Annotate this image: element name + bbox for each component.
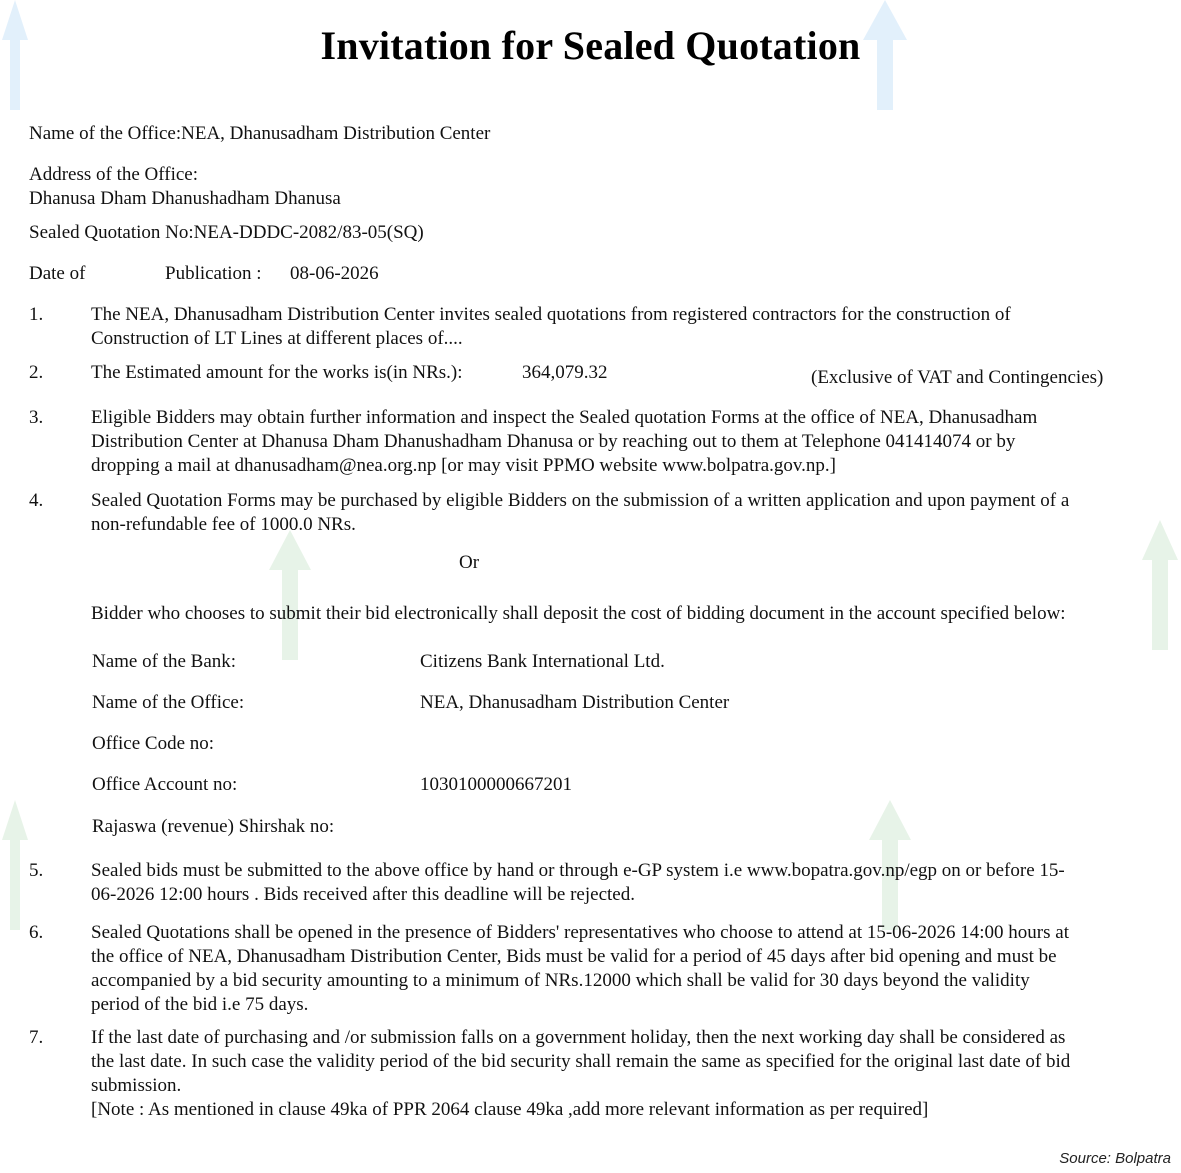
revenue-head-label: Rajaswa (revenue) Shirshak no: xyxy=(92,816,335,837)
clause-line: Eligible Bidders may obtain further information and inspect the Sealed quotation Forms at the office of NEA, Dhanusadham xyxy=(91,407,1038,428)
clause-number: 4. xyxy=(29,490,44,511)
address-value: Dhanusa Dham Dhanushadham Dhanusa xyxy=(29,188,341,209)
address-label: Address of the Office: xyxy=(29,164,199,185)
clause-line: Sealed bids must be submitted to the above office by hand or through e-GP system i.e www.bopatra.gov.np/egp on or before 15- xyxy=(91,860,1065,881)
clause-line: non-refundable fee of 1000.0 NRs. xyxy=(91,514,356,535)
clause-line: Sealed Quotation Forms may be purchased by eligible Bidders on the submission of a written application and upon payment of a xyxy=(91,490,1070,511)
watermark-arrow-icon xyxy=(1140,520,1180,650)
bank-name-label: Name of the Bank: xyxy=(92,651,237,672)
clause-number: 1. xyxy=(29,304,44,325)
clause-number: 2. xyxy=(29,362,44,383)
clause-5-text xyxy=(91,859,1065,907)
or-text: Or xyxy=(459,552,480,573)
office-account-value: 1030100000667201 xyxy=(420,774,572,795)
clause-line: dropping a mail at dhanusadham@nea.org.np [or may visit PPMO website www.bolpatra.gov.np.] xyxy=(91,455,836,476)
publication-date: 08-06-2026 xyxy=(290,263,379,284)
quotation-number-line: Sealed Quotation No:NEA-DDDC-2082/83-05(SQ) xyxy=(29,222,424,243)
clause-line: If the last date of purchasing and /or submission falls on a government holiday, then the next working day shall be considered as xyxy=(91,1027,1066,1048)
clause-line: Distribution Center at Dhanusa Dham Dhanushadham Dhanusa or by reaching out to them at Telephone 041414074 or by xyxy=(91,431,1016,452)
clause-number: 6. xyxy=(29,922,44,943)
clause-6-text xyxy=(91,921,1069,1017)
date-label-part-1: Date of xyxy=(29,263,86,284)
clause-line: period of the bid i.e 75 days. xyxy=(91,994,309,1015)
estimated-amount-label: The Estimated amount for the works is(in NRs.): xyxy=(91,362,463,383)
amount-note: (Exclusive of VAT and Contingencies) xyxy=(811,367,1104,388)
date-label-part-2: Publication : xyxy=(165,263,262,284)
clause-line: the office of NEA, Dhanusadham Distribution Center, Bids must be valid for a period of 45 days after bid opening and must be xyxy=(91,946,1057,967)
electronic-bid-text: Bidder who chooses to submit their bid electronically shall deposit the cost of bidding document in the account specified below: xyxy=(91,603,1066,624)
bank-office-label: Name of the Office: xyxy=(92,692,245,713)
clause-4-text xyxy=(91,489,1069,537)
clause-1-text xyxy=(91,303,1011,351)
document-title: Invitation for Sealed Quotation xyxy=(320,23,861,68)
source-credit: Source: Bolpatra xyxy=(1059,1150,1171,1167)
clause-line: submission. xyxy=(91,1075,182,1096)
clause-line: Construction of LT Lines at different places of.... xyxy=(91,328,463,349)
watermark-arrow-icon xyxy=(265,530,315,660)
office-code-label: Office Code no: xyxy=(92,733,215,754)
clause-number: 5. xyxy=(29,860,44,881)
watermark-arrow-icon xyxy=(0,800,30,930)
clause-line: the last date. In such case the validity period of the bid security shall remain the same as specified for the original last date of bid xyxy=(91,1051,1071,1072)
estimated-amount-value: 364,079.32 xyxy=(522,362,608,383)
clause-3-text xyxy=(91,406,1037,478)
clause-line: The NEA, Dhanusadham Distribution Center invites sealed quotations from registered contractors for the construction of xyxy=(91,304,1011,325)
clause-line: Sealed Quotations shall be opened in the presence of Bidders' representatives who choose to attend at 15-06-2026 14:00 hours at xyxy=(91,922,1069,943)
bank-name-value: Citizens Bank International Ltd. xyxy=(420,651,665,672)
clause-line: accompanied by a bid security amounting to a minimum of NRs.12000 which shall be valid for 30 days beyond the validity xyxy=(91,970,1030,991)
clause-line: 06-2026 12:00 hours . Bids received after this deadline will be rejected. xyxy=(91,884,635,905)
clause-number: 7. xyxy=(29,1027,44,1048)
clause-number: 3. xyxy=(29,407,44,428)
office-name-line: Name of the Office:NEA, Dhanusadham Distribution Center xyxy=(29,123,491,144)
clause-line: [Note : As mentioned in clause 49ka of PPR 2064 clause 49ka ,add more relevant information as per required] xyxy=(91,1099,929,1120)
office-account-label: Office Account no: xyxy=(92,774,238,795)
bank-office-value: NEA, Dhanusadham Distribution Center xyxy=(420,692,730,713)
clause-7-text xyxy=(91,1026,1070,1122)
